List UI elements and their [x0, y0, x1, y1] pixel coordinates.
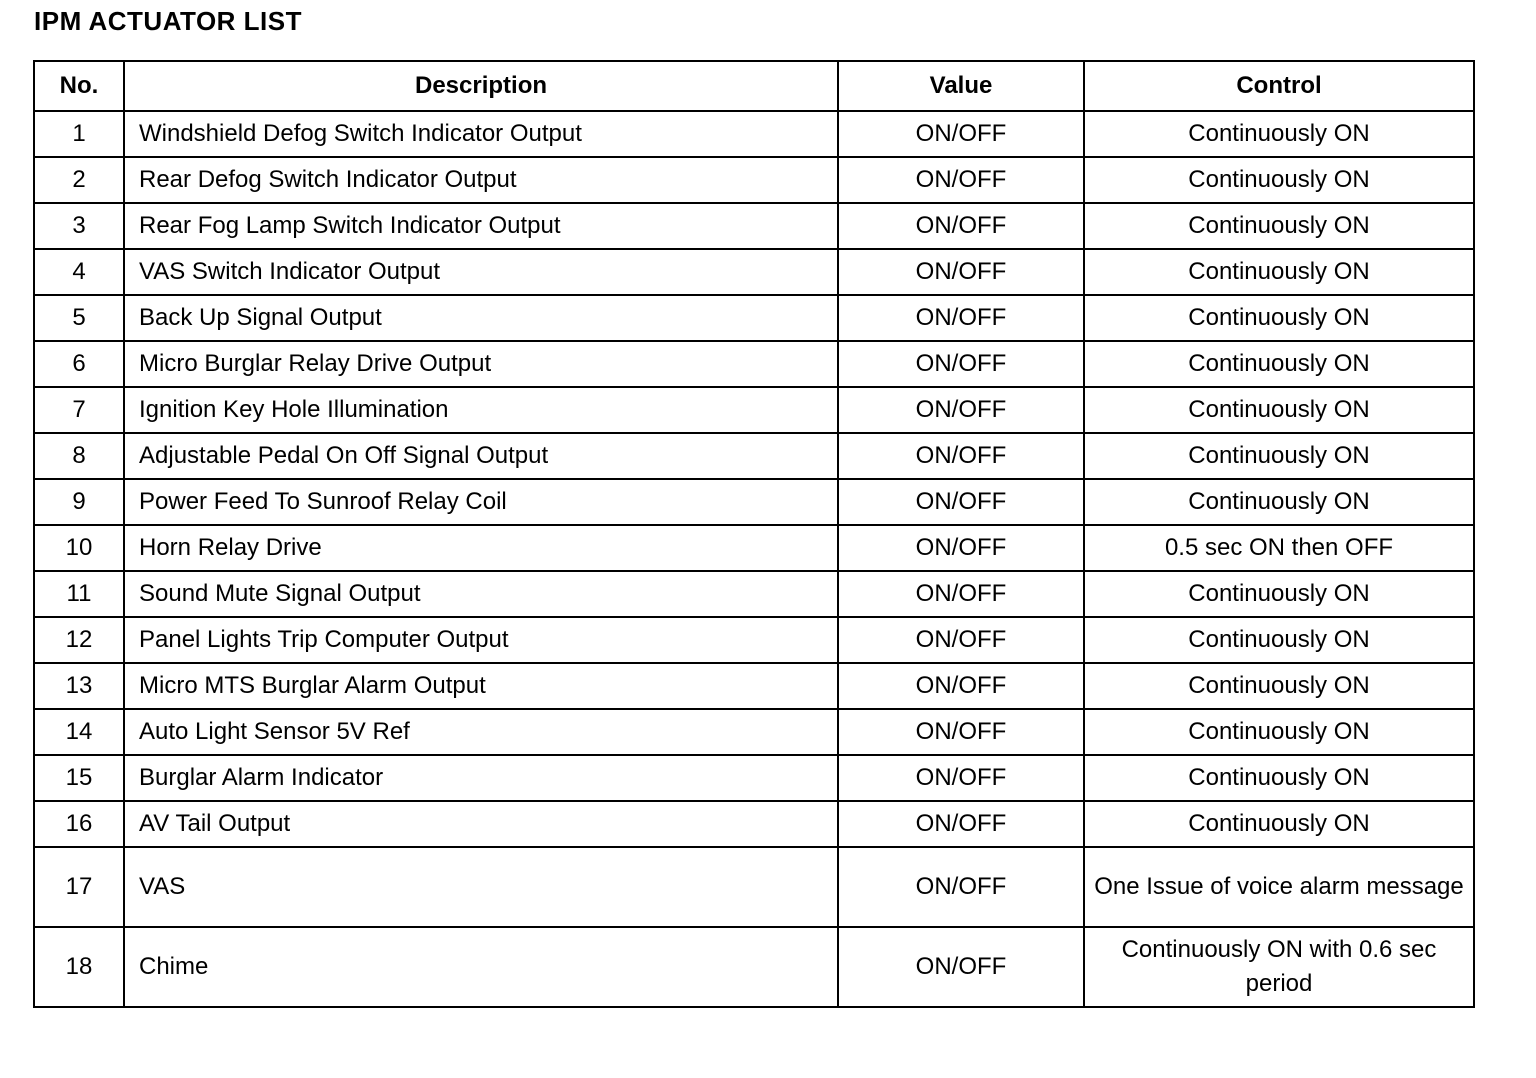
row-no: 2: [34, 157, 124, 203]
row-control: Continuously ON: [1084, 479, 1474, 525]
row-no: 9: [34, 479, 124, 525]
row-description: Windshield Defog Switch Indicator Output: [124, 111, 838, 157]
row-description: AV Tail Output: [124, 801, 838, 847]
row-description: Panel Lights Trip Computer Output: [124, 617, 838, 663]
row-value: ON/OFF: [838, 341, 1084, 387]
row-value: ON/OFF: [838, 387, 1084, 433]
table-row: [34, 755, 1474, 801]
row-value: ON/OFF: [838, 617, 1084, 663]
row-control: Continuously ON: [1084, 433, 1474, 479]
row-control: Continuously ON with 0.6 sec period: [1084, 927, 1474, 1007]
table-row: [34, 249, 1474, 295]
row-value: ON/OFF: [838, 709, 1084, 755]
row-description: Power Feed To Sunroof Relay Coil: [124, 479, 838, 525]
row-control: Continuously ON: [1084, 663, 1474, 709]
header-description: Description: [124, 61, 838, 111]
row-control: Continuously ON: [1084, 157, 1474, 203]
table-row: [34, 525, 1474, 571]
row-value: ON/OFF: [838, 847, 1084, 927]
header-control: Control: [1084, 61, 1474, 111]
page-title: IPM ACTUATOR LIST: [34, 6, 303, 36]
row-value: ON/OFF: [838, 249, 1084, 295]
table-row: [34, 387, 1474, 433]
table-row: [34, 571, 1474, 617]
row-value: ON/OFF: [838, 525, 1084, 571]
table-row: [34, 617, 1474, 663]
row-value: ON/OFF: [838, 571, 1084, 617]
table-row: [34, 111, 1474, 157]
row-value: ON/OFF: [838, 295, 1084, 341]
row-control: Continuously ON: [1084, 387, 1474, 433]
table-row: [34, 847, 1474, 927]
row-value: ON/OFF: [838, 433, 1084, 479]
row-control: Continuously ON: [1084, 617, 1474, 663]
row-value: ON/OFF: [838, 203, 1084, 249]
table-row: [34, 433, 1474, 479]
row-description: Burglar Alarm Indicator: [124, 755, 838, 801]
table-row: [34, 663, 1474, 709]
row-no: 15: [34, 755, 124, 801]
row-description: VAS Switch Indicator Output: [124, 249, 838, 295]
table-row: [34, 203, 1474, 249]
header-value: Value: [838, 61, 1084, 111]
row-value: ON/OFF: [838, 663, 1084, 709]
table-row: [34, 157, 1474, 203]
table-row: [34, 709, 1474, 755]
row-no: 12: [34, 617, 124, 663]
row-control: Continuously ON: [1084, 341, 1474, 387]
row-value: ON/OFF: [838, 479, 1084, 525]
row-no: 7: [34, 387, 124, 433]
row-description: Auto Light Sensor 5V Ref: [124, 709, 838, 755]
row-no: 16: [34, 801, 124, 847]
row-value: ON/OFF: [838, 111, 1084, 157]
table-header-row: [34, 61, 1474, 111]
row-no: 14: [34, 709, 124, 755]
row-control: Continuously ON: [1084, 755, 1474, 801]
row-description: Rear Defog Switch Indicator Output: [124, 157, 838, 203]
row-description: Horn Relay Drive: [124, 525, 838, 571]
row-control: One Issue of voice alarm message: [1084, 847, 1474, 927]
row-description: Adjustable Pedal On Off Signal Output: [124, 433, 838, 479]
row-control: Continuously ON: [1084, 111, 1474, 157]
row-no: 6: [34, 341, 124, 387]
table-row: [34, 479, 1474, 525]
row-no: 11: [34, 571, 124, 617]
row-control: Continuously ON: [1084, 801, 1474, 847]
row-no: 4: [34, 249, 124, 295]
table-row: [34, 341, 1474, 387]
row-description: Micro MTS Burglar Alarm Output: [124, 663, 838, 709]
row-description: VAS: [124, 847, 838, 927]
row-value: ON/OFF: [838, 755, 1084, 801]
row-description: Rear Fog Lamp Switch Indicator Output: [124, 203, 838, 249]
row-description: Ignition Key Hole Illumination: [124, 387, 838, 433]
row-no: 1: [34, 111, 124, 157]
actuator-table: [33, 60, 1475, 1008]
row-description: Back Up Signal Output: [124, 295, 838, 341]
row-no: 10: [34, 525, 124, 571]
row-description: Chime: [124, 927, 838, 1007]
row-control: Continuously ON: [1084, 203, 1474, 249]
row-value: ON/OFF: [838, 157, 1084, 203]
table-row: [34, 295, 1474, 341]
table-row: [34, 927, 1474, 1007]
row-value: ON/OFF: [838, 801, 1084, 847]
row-no: 13: [34, 663, 124, 709]
row-no: 8: [34, 433, 124, 479]
row-no: 5: [34, 295, 124, 341]
header-no: No.: [34, 61, 124, 111]
row-no: 17: [34, 847, 124, 927]
row-control: Continuously ON: [1084, 709, 1474, 755]
row-no: 18: [34, 927, 124, 1007]
row-description: Sound Mute Signal Output: [124, 571, 838, 617]
row-control: Continuously ON: [1084, 295, 1474, 341]
row-control: 0.5 sec ON then OFF: [1084, 525, 1474, 571]
row-value: ON/OFF: [838, 927, 1084, 1007]
row-control: Continuously ON: [1084, 571, 1474, 617]
table-row: [34, 801, 1474, 847]
row-control: Continuously ON: [1084, 249, 1474, 295]
row-no: 3: [34, 203, 124, 249]
row-description: Micro Burglar Relay Drive Output: [124, 341, 838, 387]
